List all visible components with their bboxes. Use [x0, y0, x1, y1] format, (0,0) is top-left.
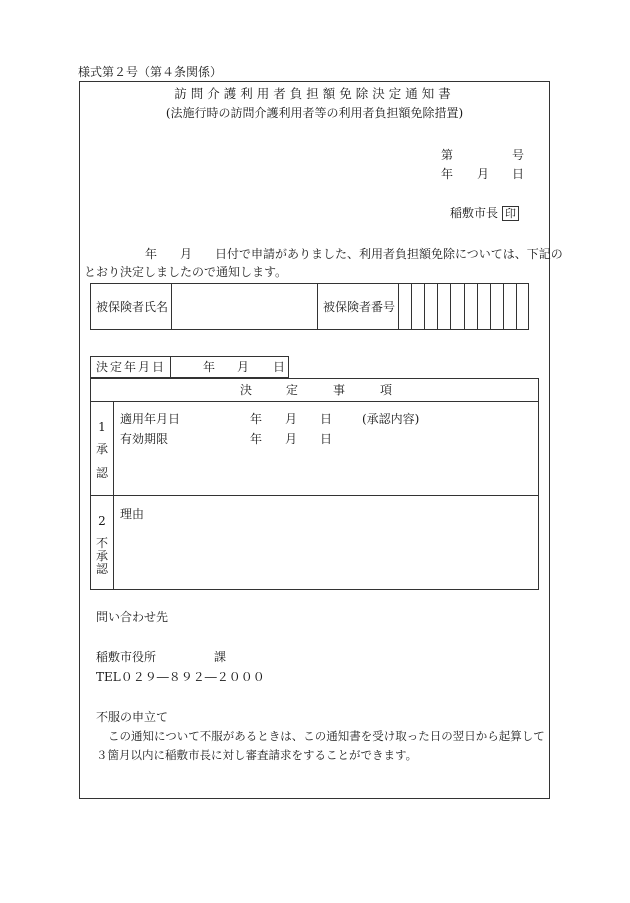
digit-box-divider [490, 283, 491, 330]
digit-box-divider [503, 283, 504, 330]
digit-box-divider [516, 283, 517, 330]
document-subtitle: (法施行時の訪問介護利用者等の利用者負担額免除措置) [165, 106, 464, 120]
approval-label-char-2: 認 [95, 466, 108, 480]
approval-content-note: (承認内容) [362, 412, 420, 426]
disapproval-number: 2 [98, 514, 106, 528]
approval-number: 1 [98, 420, 106, 434]
reason-label: 理由 [120, 507, 145, 521]
approval-label-char-1: 承 [95, 442, 108, 456]
decision-header-char-2: 定 [286, 383, 299, 397]
contact-section: 課 [214, 650, 227, 664]
form-number-label: 様式第２号（第４条関係） [78, 65, 223, 79]
digit-box-divider [464, 283, 465, 330]
apply-date-day: 日 [320, 412, 333, 426]
appeal-text-line2: ３箇月以内に稲敷市長に対し審査請求をすることができます。 [96, 748, 418, 762]
decision-date-day: 日 [273, 360, 286, 374]
issuer [450, 206, 519, 221]
apply-date-label: 適用年月日 [120, 412, 181, 426]
disapproval-label-char-2: 承 [95, 549, 108, 563]
decision-table [90, 378, 539, 590]
seal-mark: 印 [502, 206, 519, 221]
digit-box-divider [437, 283, 438, 330]
digit-box-divider [477, 283, 478, 330]
valid-period-label: 有効期限 [120, 432, 169, 446]
decision-header-char-4: 項 [380, 383, 393, 397]
valid-period-month: 月 [285, 432, 298, 446]
number-prefix: 第 [441, 148, 454, 162]
appeal-heading: 不服の申立て [96, 710, 169, 724]
decision-date-year: 年 [203, 360, 216, 374]
body-year: 年 [145, 247, 158, 261]
disapproval-label-char-3: 認 [95, 562, 108, 576]
document-title: 訪問介護利用者負担額免除決定通知書 [174, 86, 455, 101]
digit-box-divider [450, 283, 451, 330]
valid-period-day: 日 [320, 432, 333, 446]
body-month: 月 [180, 247, 193, 261]
body-line2-text: とおり決定しましたので通知します。 [84, 265, 288, 279]
contact-tel: TEL０２９―８９２―２０００ [96, 670, 265, 684]
digit-box-divider [424, 283, 425, 330]
insured-name-label: 被保険者氏名 [96, 300, 169, 314]
apply-date-month: 月 [285, 412, 298, 426]
digit-box-divider [411, 283, 412, 330]
decision-header-char-3: 事 [333, 383, 346, 397]
decision-date-month: 月 [237, 360, 250, 374]
date-month: 月 [477, 167, 490, 181]
appeal-text-line1: この通知について不服があるときは、この通知書を受け取った日の翌日から起算して [108, 729, 545, 743]
contact-heading: 問い合わせ先 [96, 610, 169, 624]
body-line1-text: 日付で申請がありました、利用者負担額免除については、下記の [215, 247, 563, 261]
date-year: 年 [441, 167, 454, 181]
contact-office: 稲敷市役所 [96, 650, 157, 664]
apply-date-year: 年 [250, 412, 263, 426]
insured-number-label: 被保険者番号 [323, 300, 396, 314]
issuer-name: 稲敷市長 [450, 206, 499, 220]
number-suffix: 号 [512, 148, 525, 162]
decision-date-label: 決定年月日 [96, 360, 167, 374]
valid-period-year: 年 [250, 432, 263, 446]
disapproval-label-char-1: 不 [95, 536, 108, 550]
date-day: 日 [512, 167, 525, 181]
decision-header-char-1: 決 [240, 383, 253, 397]
